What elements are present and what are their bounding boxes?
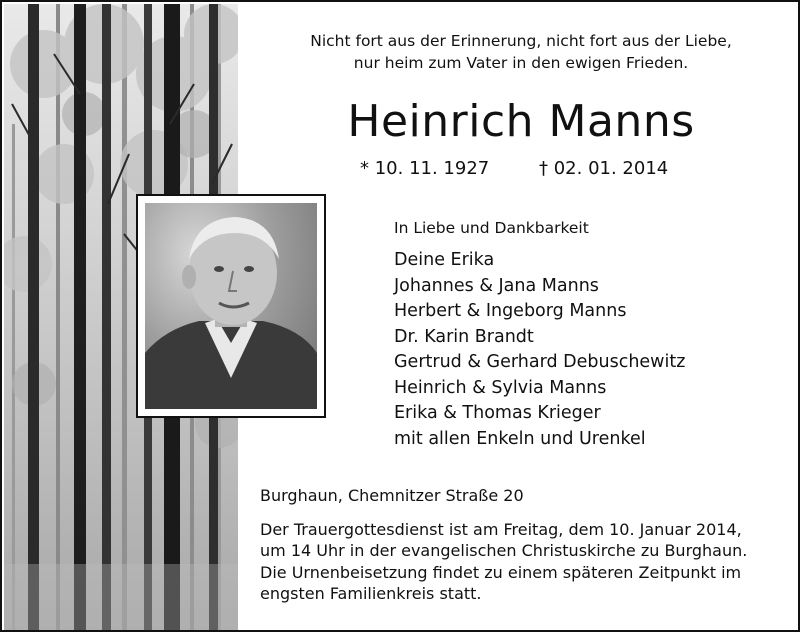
mourner-entry: Erika & Thomas Krieger xyxy=(394,403,601,423)
portrait-frame xyxy=(136,194,326,418)
mourner-entry: mit allen Enkeln und Urenkel xyxy=(394,428,646,449)
deceased-name: Heinrich Manns xyxy=(347,96,695,147)
mourner-entry: Heinrich & Sylvia Manns xyxy=(394,377,607,398)
portrait-photo xyxy=(145,203,317,409)
memorial-verse xyxy=(252,30,790,74)
service-line-1: Der Trauergottesdienst ist am Freitag, dem 10. Januar 2014, xyxy=(260,520,742,539)
verse-line-1: Nicht fort aus der Erinnerung, nicht fort aus der Liebe, xyxy=(310,32,732,50)
service-announcement xyxy=(260,519,770,604)
family-address: Burghaun, Chemnitzer Straße 20 xyxy=(260,486,524,505)
mourner-entry: Gertrud & Gerhard Debuschewitz xyxy=(394,352,686,372)
verse-line-2: nur heim zum Vater in den ewigen Frieden. xyxy=(353,54,689,72)
mourner-entry: Deine Erika xyxy=(394,250,495,270)
service-line-4: engsten Familienkreis statt. xyxy=(260,583,482,603)
portrait-illustration xyxy=(145,203,317,409)
mourner-entry: Dr. Karin Brandt xyxy=(394,326,534,347)
death-date: † 02. 01. 2014 xyxy=(539,158,669,179)
mourners-list xyxy=(394,248,685,452)
service-line-3: Die Urnenbeisetzung findet zu einem späteren Zeitpunkt im xyxy=(260,562,742,582)
mourner-entry: Johannes & Jana Manns xyxy=(394,275,599,296)
dedication-line: In Liebe und Dankbarkeit xyxy=(394,219,589,237)
birth-date: * 10. 11. 1927 xyxy=(360,158,490,179)
mourner-entry: Herbert & Ingeborg Manns xyxy=(394,301,627,321)
service-line-2: um 14 Uhr in der evangelischen Christuskirche zu Burghaun. xyxy=(260,541,748,561)
